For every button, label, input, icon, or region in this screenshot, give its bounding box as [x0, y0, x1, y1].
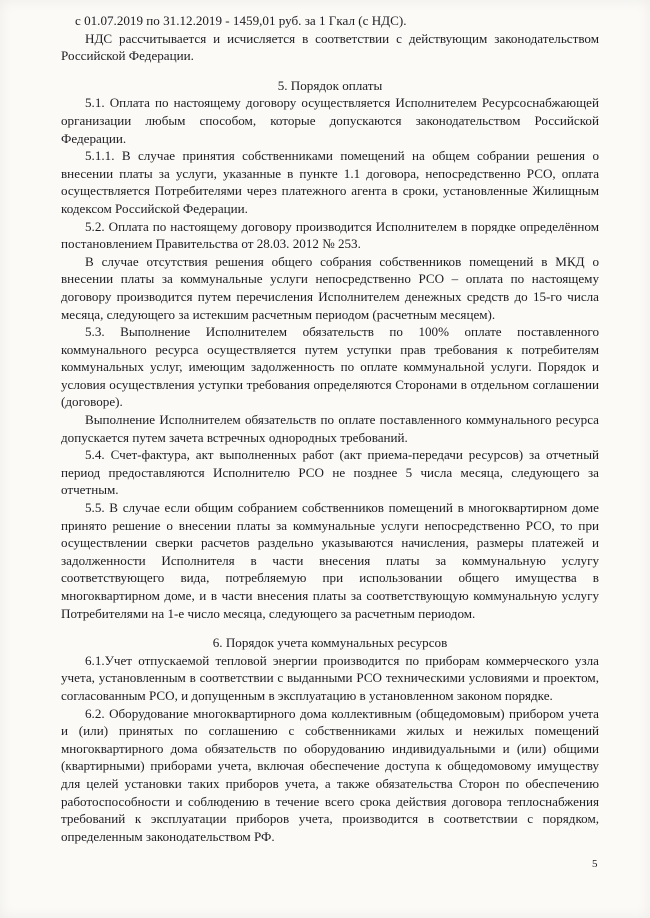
paragraph-5-5: 5.5. В случае если общим собранием собственников помещений в многоквартирном доме принято решение о внесении платы за коммунальные услуги непосредственно РСО, то при осуществлении сверки расчетов раздельно указываются начисления, размеры платежей и задолженности Исполнителя в части внесения платы за коммунальную услугу соответствующего вида, потребляемую при использовании общего имущества в многоквартирном доме, и в части внесения платы за соответствующую коммунальную услугу Потребителями на 1-е число месяца, следующего за расчетным периодом.: [61, 500, 599, 621]
section-6-heading: 6. Порядок учета коммунальных ресурсов: [212, 635, 448, 651]
paragraph-6-1: 6.1.Учет отпускаемой тепловой энергии производится по приборам коммерческого узла учета, установленным в соответствии с выданными РСО техническими условиями и проектом, согласованным РСО, и допущенным в эксплуатацию в установленном законом порядке.: [61, 652, 599, 703]
paragraph-5-2: 5.2. Оплата по настоящему договору производится Исполнителем в порядке определённом постановлением Правительства от 28.03. 2012 № 253.: [61, 218, 599, 252]
vat-paragraph: НДС рассчитывается и исчисляется в соответствии с действующим законодательством Российской Федерации.: [61, 30, 599, 64]
document-body: [61, 12, 599, 845]
tariff-line: с 01.07.2019 по 31.12.2019 - 1459,01 руб. за 1 Гкал (с НДС).: [75, 13, 407, 28]
paragraph-6-2: 6.2. Оборудование многоквартирного дома коллективным (общедомовым) прибором учета и (или) принятых по соглашению с собственниками жилых и нежилых помещений многоквартирного дома обязательств по оборудованию индивидуальными и (или) общими (квартирными) приборами учета, включая обеспечение доступа к общедомовому имуществу для целей установки таких приборов учета, а также обязательства Сторон по обеспечению работоспособности и соблюдению в течение всего срока действия договора теплоснабжения требований к эксплуатации приборов учета, производится в соответствии с порядком, определенным законодательством РФ.: [61, 705, 599, 844]
paragraph-5-1: 5.1. Оплата по настоящему договору осуществляется Исполнителем Ресурсоснабжающей организации любым способом, которые допускаются законодательством Российской Федерации.: [61, 95, 599, 146]
paragraph-5-1-1: 5.1.1. В случае принятия собственниками помещений на общем собрании решения о внесении платы за услуги, указанные в пункте 1.1 договора, непосредственно РСО, оплата осуществляется Потребителями через платежного агента в сроки, установленные Жилищным кодексом Российской Федерации.: [61, 148, 599, 216]
paragraph-5-3: 5.3. Выполнение Исполнителем обязательств по 100% оплате поставленного коммунального ресурса осуществляется путем уступки прав требования к потребителям коммунальных услуг, имеющим задолженность по оплате коммунальной услуги. Порядок и условия осуществления уступки требования определяются Сторонами в отдельном соглашении (договоре).: [61, 324, 599, 410]
paragraph-5-3-continued: Выполнение Исполнителем обязательств по оплате поставленного коммунального ресурса допускается путем зачета встречных однородных требований.: [61, 412, 599, 445]
section-5-heading: 5. Порядок оплаты: [277, 77, 383, 93]
paragraph-5-2-continued: В случае отсутствия решения общего собрания собственников помещений в МКД о внесении платы за коммунальные услуги непосредственно РСО – оплата по настоящему договору производится путем перечисления Исполнителем денежных средств до 15-го числа месяца, следующего за истекшим расчетным периодом (расчетным месяцем).: [61, 253, 599, 322]
page-number: 5: [592, 858, 598, 870]
paragraph-5-4: 5.4. Счет-фактура, акт выполненных работ (акт приема-передачи ресурсов) за отчетный период предоставляются Исполнителю РСО не позднее 5 числа месяца, следующего за отчетным.: [61, 447, 599, 498]
